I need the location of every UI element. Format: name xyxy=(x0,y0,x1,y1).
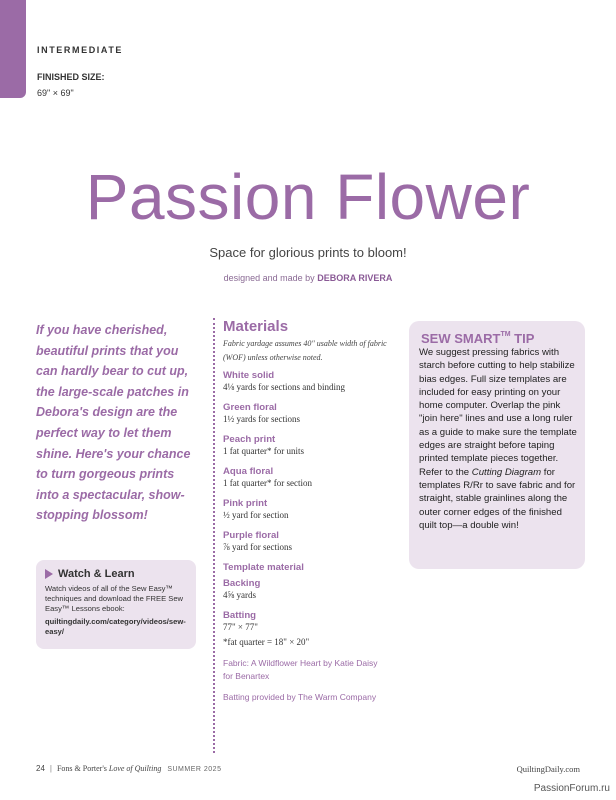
material-item xyxy=(223,370,388,393)
sew-smart-tip xyxy=(409,321,585,569)
watermark: PassionForum.ru xyxy=(533,783,610,794)
backing-name: Backing xyxy=(223,578,261,589)
page-footer xyxy=(36,764,221,773)
skill-level: INTERMEDIATE xyxy=(37,45,124,55)
tip-text-italic: Cutting Diagram xyxy=(471,466,542,478)
play-icon xyxy=(45,569,53,579)
designer-name: DEBORA RIVERA xyxy=(317,273,393,283)
material-amount: ⅞ yard for sections xyxy=(223,542,292,552)
tip-text xyxy=(419,346,577,532)
material-name: Peach print xyxy=(223,434,276,445)
footer-separator: | xyxy=(49,764,52,773)
material-amount: 4⅛ yards for sections and binding xyxy=(223,382,345,392)
materials-title: Materials xyxy=(223,318,289,335)
watch-learn-box xyxy=(36,560,196,649)
subtitle: Space for glorious prints to bloom! xyxy=(209,245,407,260)
designer-credit xyxy=(0,273,616,283)
watch-heading-text: Watch & Learn xyxy=(58,568,135,580)
material-amount: 1½ yards for sections xyxy=(223,414,300,424)
material-amount: 1 fat quarter* for units xyxy=(223,446,304,456)
fabric-note: Fabric: A Wildflower Heart by Katie Daisy for Benartex xyxy=(223,658,378,681)
material-amount: 1 fat quarter* for section xyxy=(223,478,312,488)
material-item xyxy=(223,434,388,457)
material-item xyxy=(223,402,388,425)
tip-text-after: for templates R/Rr to save fabric and for straight, stable grainlines along the outer corner edges of the finished quilt top—a double win! xyxy=(419,466,576,531)
publication-name xyxy=(57,764,161,773)
publication-prefix: Fons & Porter's xyxy=(56,764,109,773)
intro-text: If you have cherished, beautiful prints that you can hardly bear to cut up, the large-scale patches in Debora's design are the perfect way to let them shine. Here's your chance to turn gorgeous prints into a spectacular, show-stopping blossom! xyxy=(36,323,191,523)
section-tab xyxy=(0,0,26,98)
material-name: Aqua floral xyxy=(223,466,274,477)
issue-season: SUMMER 2025 xyxy=(167,766,222,773)
materials-note: Fabric yardage assumes 40" usable width of fabric (WOF) unless otherwise noted. xyxy=(223,339,387,362)
material-item xyxy=(223,466,388,489)
page-title: Passion Flower xyxy=(85,161,531,233)
credit-prefix: designed and made by xyxy=(223,273,315,283)
tip-title xyxy=(421,331,577,346)
finished-size-value: 69" × 69" xyxy=(37,88,74,98)
fat-quarter-note: *fat quarter = 18" × 20" xyxy=(223,637,310,647)
material-name: Pink print xyxy=(223,498,268,509)
finished-size-label: FINISHED SIZE: xyxy=(37,72,105,82)
template-material: Template material xyxy=(223,562,304,573)
tip-text-before: We suggest pressing fabrics with starch before cutting to help stabilize bias edges. Full size templates are included for easy printing on your home computer. Overlap the pink "join here" lines and use a long ruler as a guide to make sure the template edges are straight before taping printed template pieces together. Refer to the xyxy=(419,347,577,478)
material-name: White solid xyxy=(223,370,275,381)
tip-title-main: SEW SMART xyxy=(421,331,501,346)
dotted-divider xyxy=(213,318,215,753)
materials-list xyxy=(223,318,388,713)
material-name: Purple floral xyxy=(223,530,279,541)
tip-title-suffix: TIP xyxy=(510,331,535,346)
material-item xyxy=(223,530,388,553)
watch-link[interactable]: quiltingdaily.com/category/videos/sew-easy/ xyxy=(45,617,186,636)
batting-name: Batting xyxy=(223,610,257,621)
batting-amount: 77" × 77" xyxy=(223,622,258,632)
material-name: Green floral xyxy=(223,402,277,413)
trademark-mark: TM xyxy=(500,331,511,338)
website[interactable]: QuiltingDaily.com xyxy=(516,764,580,774)
material-item xyxy=(223,498,388,521)
watch-text: Watch videos of all of the Sew Easy™ techniques and download the FREE Sew Easy™ Lessons ebook: xyxy=(45,584,184,613)
backing-amount: 4⅝ yards xyxy=(223,590,256,600)
material-amount: ½ yard for section xyxy=(223,510,289,520)
page-number: 24 xyxy=(36,764,45,773)
batting-note: Batting provided by The Warm Company xyxy=(223,692,377,702)
watch-heading xyxy=(45,568,187,580)
publication-title: Love of Quilting xyxy=(108,764,162,773)
